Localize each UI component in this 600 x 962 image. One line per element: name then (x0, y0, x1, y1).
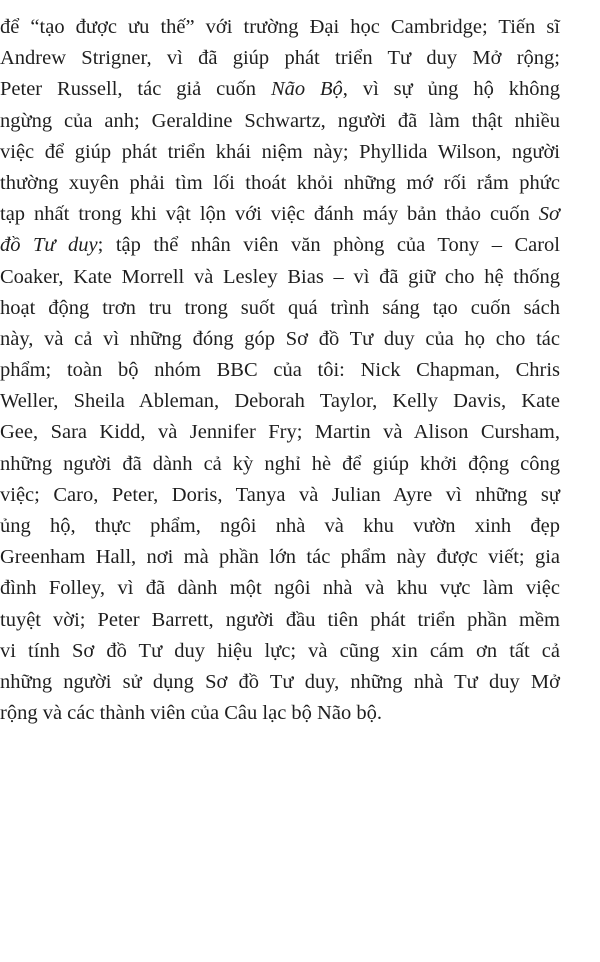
text-line: Gee, Sara Kidd, và Jennifer Fry; Martin và Alison Cursham, (0, 421, 560, 444)
text-segment: Peter Russell, tác giả cuốn (0, 78, 271, 101)
text-line: để “tạo được ưu thế” với trường Đại học Cambridge; Tiến sĩ (0, 16, 560, 38)
text-line: ủng hộ, thực phẩm, ngôi nhà và khu vườn xinh đẹp (0, 515, 560, 537)
text-line: rộng và các thành viên của Câu lạc bộ Não bộ. (0, 702, 382, 725)
text-line: phẩm; toàn bộ nhóm BBC của tôi: Nick Chapman, Chris (0, 359, 560, 382)
text-line: tuyệt vời; Peter Barrett, người đầu tiên phát triển phần mềm (0, 608, 560, 631)
book-title: đồ Tư duy (0, 234, 98, 257)
text-line: việc để giúp phát triển khái niệm này; Phyllida Wilson, người (0, 140, 560, 163)
text-segment: tạp nhất trong khi vật lộn với việc đánh máy bản thảo cuốn (0, 203, 539, 226)
text-line: Coaker, Kate Morrell và Lesley Bias – vì đã giữ cho hệ thống (0, 265, 560, 288)
text-line: ngừng của anh; Geraldine Schwartz, người đã làm thật nhiều (0, 109, 560, 132)
text-segment: ; tập thể nhân viên văn phòng của Tony – Carol (97, 234, 560, 257)
text-line: hoạt động trơn tru trong suốt quá trình sáng tạo cuốn sách (0, 296, 560, 319)
text-line: Andrew Strigner, vì đã giúp phát triển Tư duy Mở rộng; (0, 47, 560, 70)
text-line (0, 230, 560, 261)
text-line: này, và cả vì những đóng góp Sơ đồ Tư duy của họ cho tác (0, 327, 560, 350)
text-line: những người đã dành cả kỳ nghỉ hè để giúp khởi động công (0, 452, 560, 475)
book-title: Sơ (538, 203, 560, 226)
text-line: những người sử dụng Sơ đồ Tư duy, những nhà Tư duy Mở (0, 670, 560, 693)
text-line: Weller, Sheila Ableman, Deborah Taylor, Kelly Davis, Kate (0, 390, 560, 413)
text-line: đình Folley, vì đã dành một ngôi nhà và khu vực làm việc (0, 577, 560, 600)
text-line: thường xuyên phải tìm lối thoát khỏi những mớ rối rắm phức (0, 171, 560, 194)
text-segment: , vì sự ủng hộ không (342, 78, 560, 101)
book-title: Não Bộ (270, 78, 343, 101)
acknowledgements-text (0, 12, 560, 729)
text-line: vi tính Sơ đồ Tư duy hiệu lực; và cũng xin cám ơn tất cả (0, 639, 560, 662)
text-line (0, 199, 560, 230)
text-line: việc; Caro, Peter, Doris, Tanya và Julian Ayre vì những sự (0, 483, 560, 506)
text-line (0, 74, 560, 105)
text-line: Greenham Hall, nơi mà phần lớn tác phẩm này được viết; gia (0, 546, 560, 569)
